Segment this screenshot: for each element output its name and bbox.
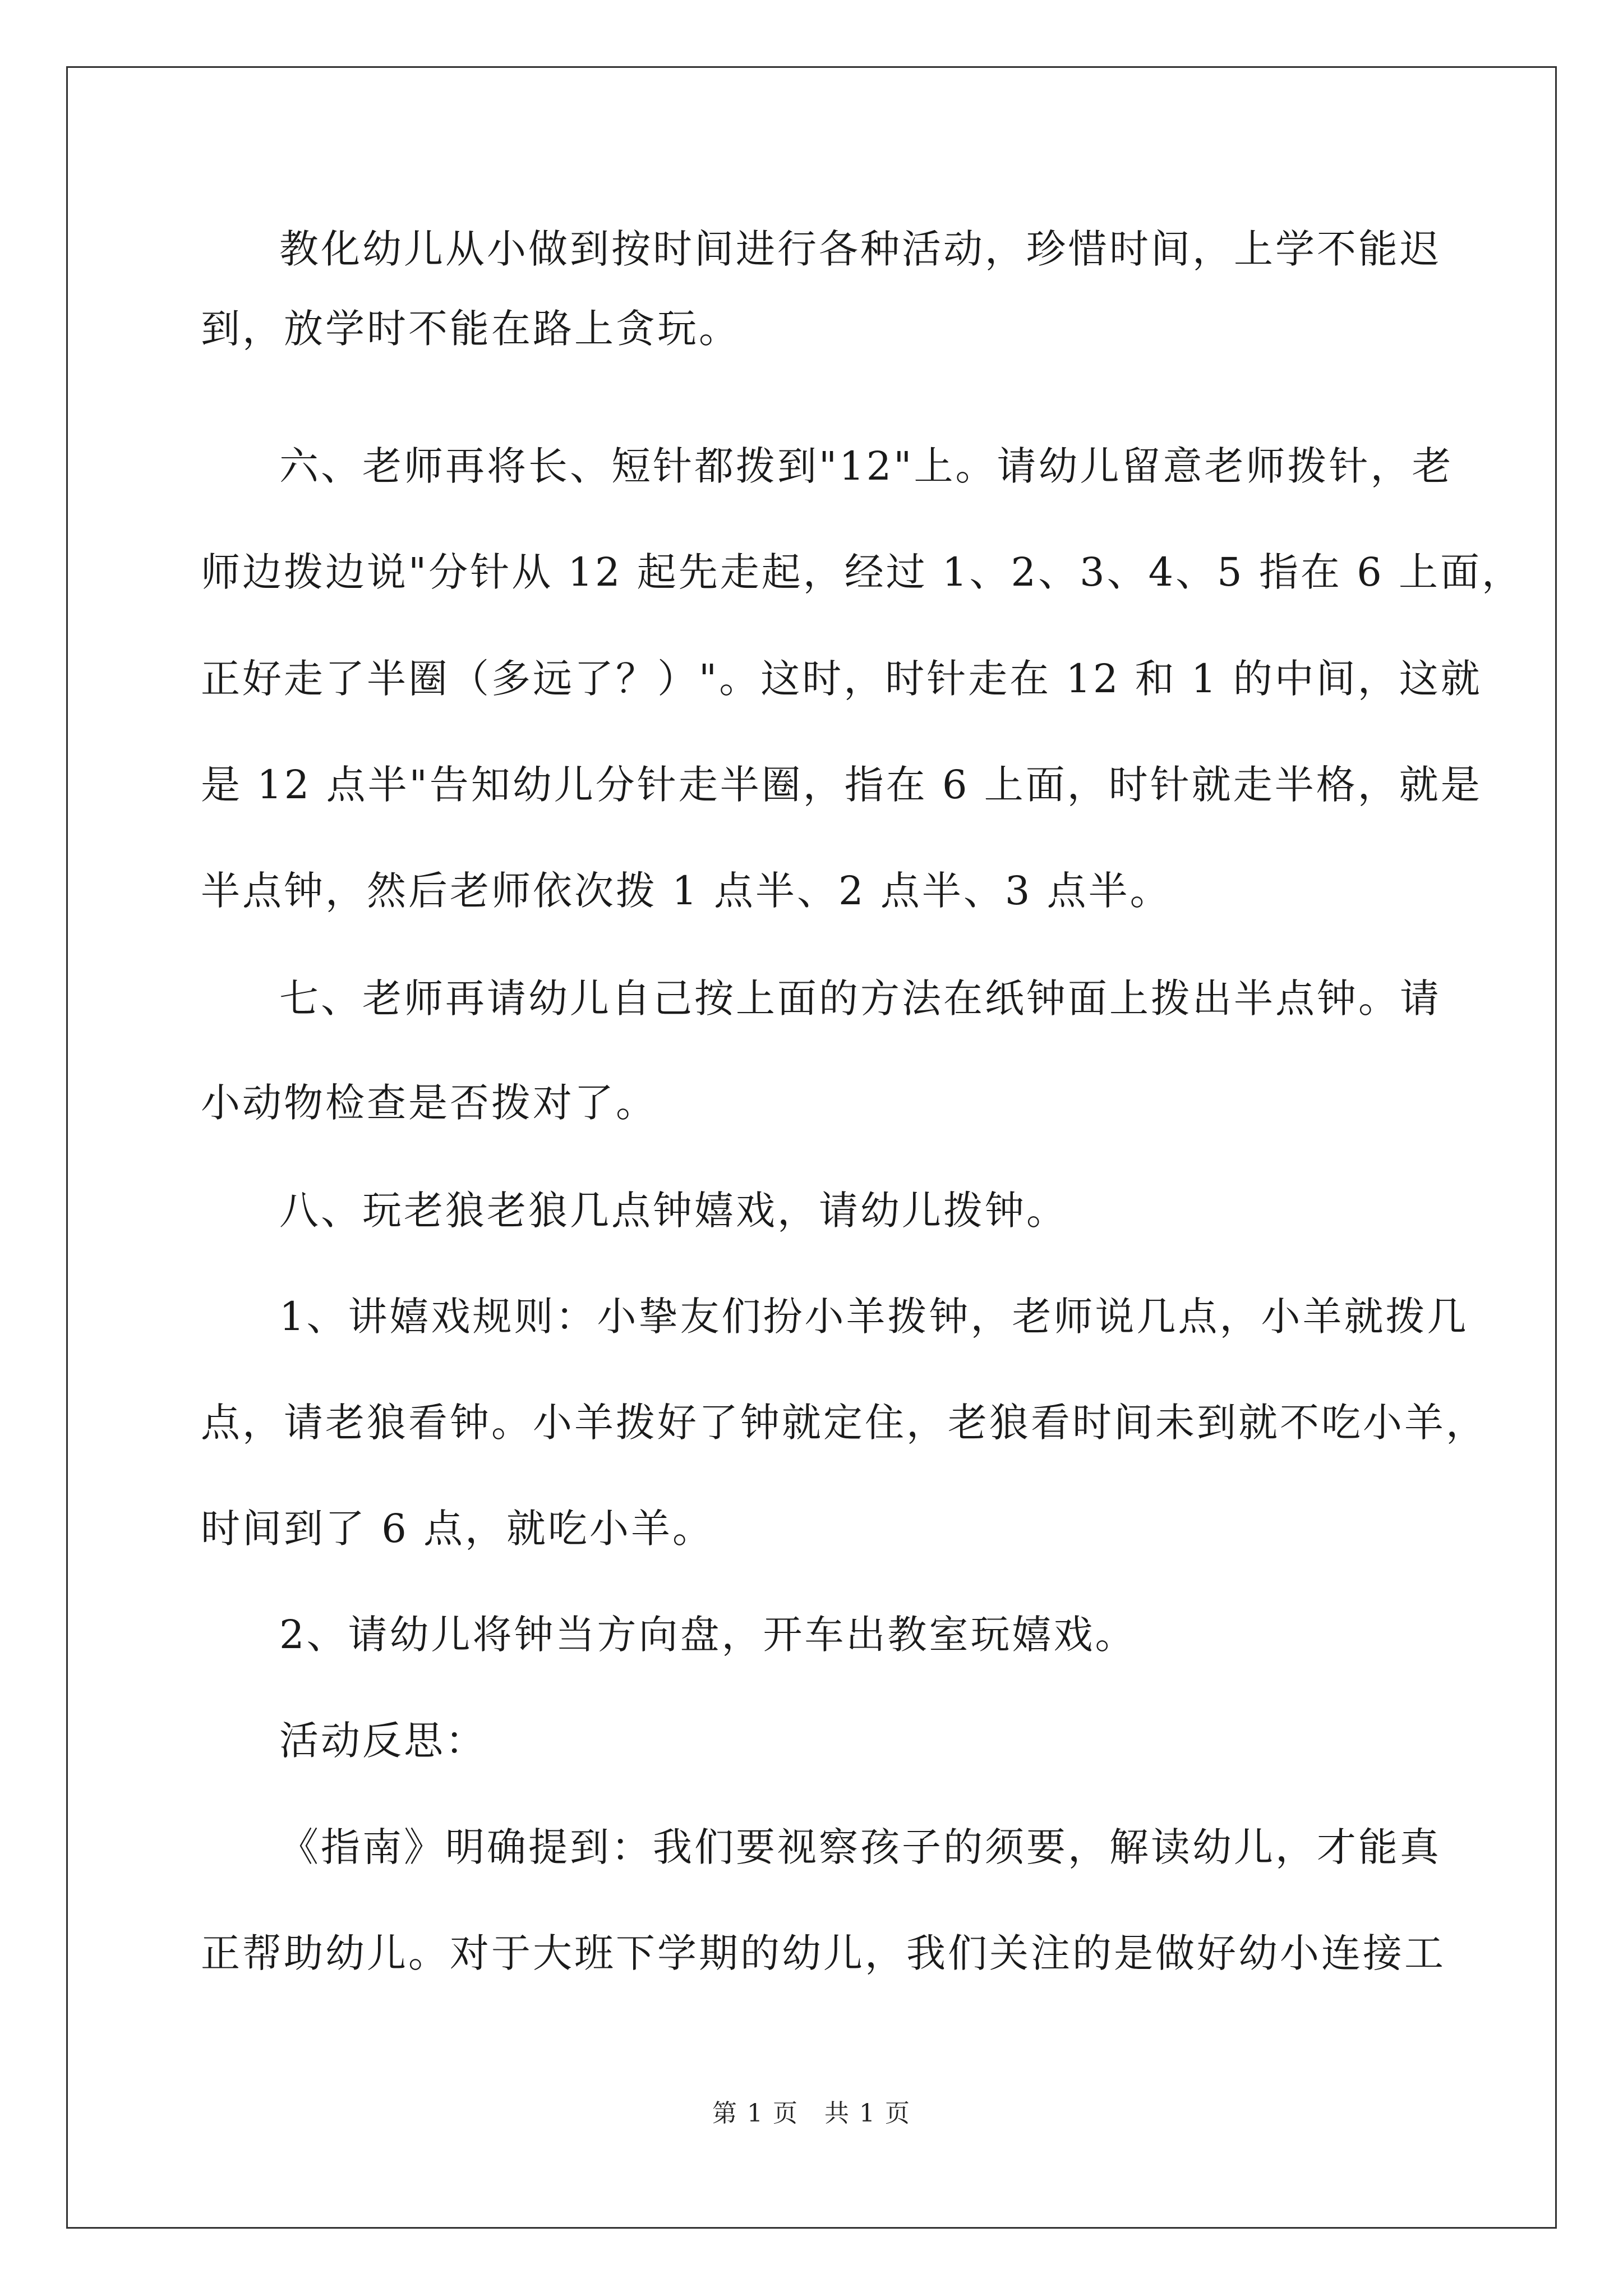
paragraph-line: 八、玩老狼老狼几点钟嬉戏，请幼儿拨钟。 <box>279 1188 1068 1234</box>
paragraph-line: 小动物检查是否拨对了。 <box>201 1080 657 1126</box>
page-border <box>66 66 1557 2229</box>
paragraph-line: 活动反思： <box>279 1718 487 1764</box>
paragraph-line: 1、讲嬉戏规则：小挚友们扮小羊拨钟，老师说几点，小羊就拨几 <box>279 1294 1469 1340</box>
paragraph-line: 教化幼儿从小做到按时间进行各种活动，珍惜时间，上学不能迟 <box>279 226 1441 272</box>
paragraph-line: 正好走了半圈（多远了？）"。这时，时针走在 12 和 1 的中间，这就 <box>201 656 1482 702</box>
paragraph-line: 正帮助幼儿。对于大班下学期的幼儿，我们关注的是做好幼小连接工 <box>201 1930 1446 1976</box>
paragraph-line: 《指南》明确提到：我们要视察孩子的须要，解读幼儿，才能真 <box>279 1824 1441 1870</box>
page-footer: 第 1 页 共 1 页 <box>712 2099 911 2128</box>
paragraph-line: 时间到了 6 点，就吃小羊。 <box>201 1506 714 1552</box>
paragraph-line: 是 12 点半"告知幼儿分针走半圈，指在 6 上面，时针就走半格，就是 <box>201 762 1482 808</box>
paragraph-line: 半点钟，然后老师依次拨 1 点半、2 点半、3 点半。 <box>201 868 1172 914</box>
paragraph-line: 2、请幼儿将钟当方向盘，开车出教室玩嬉戏。 <box>279 1612 1137 1658</box>
paragraph-line: 点，请老狼看钟。小羊拨好了钟就定住，老狼看时间未到就不吃小羊， <box>201 1400 1487 1446</box>
paragraph-line: 七、老师再请幼儿自己按上面的方法在纸钟面上拨出半点钟。请 <box>279 976 1441 1022</box>
paragraph-line: 六、老师再将长、短针都拨到"12"上。请幼儿留意老师拨针，老 <box>279 443 1454 489</box>
paragraph-line: 师边拨边说"分针从 12 起先走起，经过 1、2、3、4、5 指在 6 上面， <box>201 549 1523 595</box>
paragraph-line: 到，放学时不能在路上贪玩。 <box>201 306 740 352</box>
